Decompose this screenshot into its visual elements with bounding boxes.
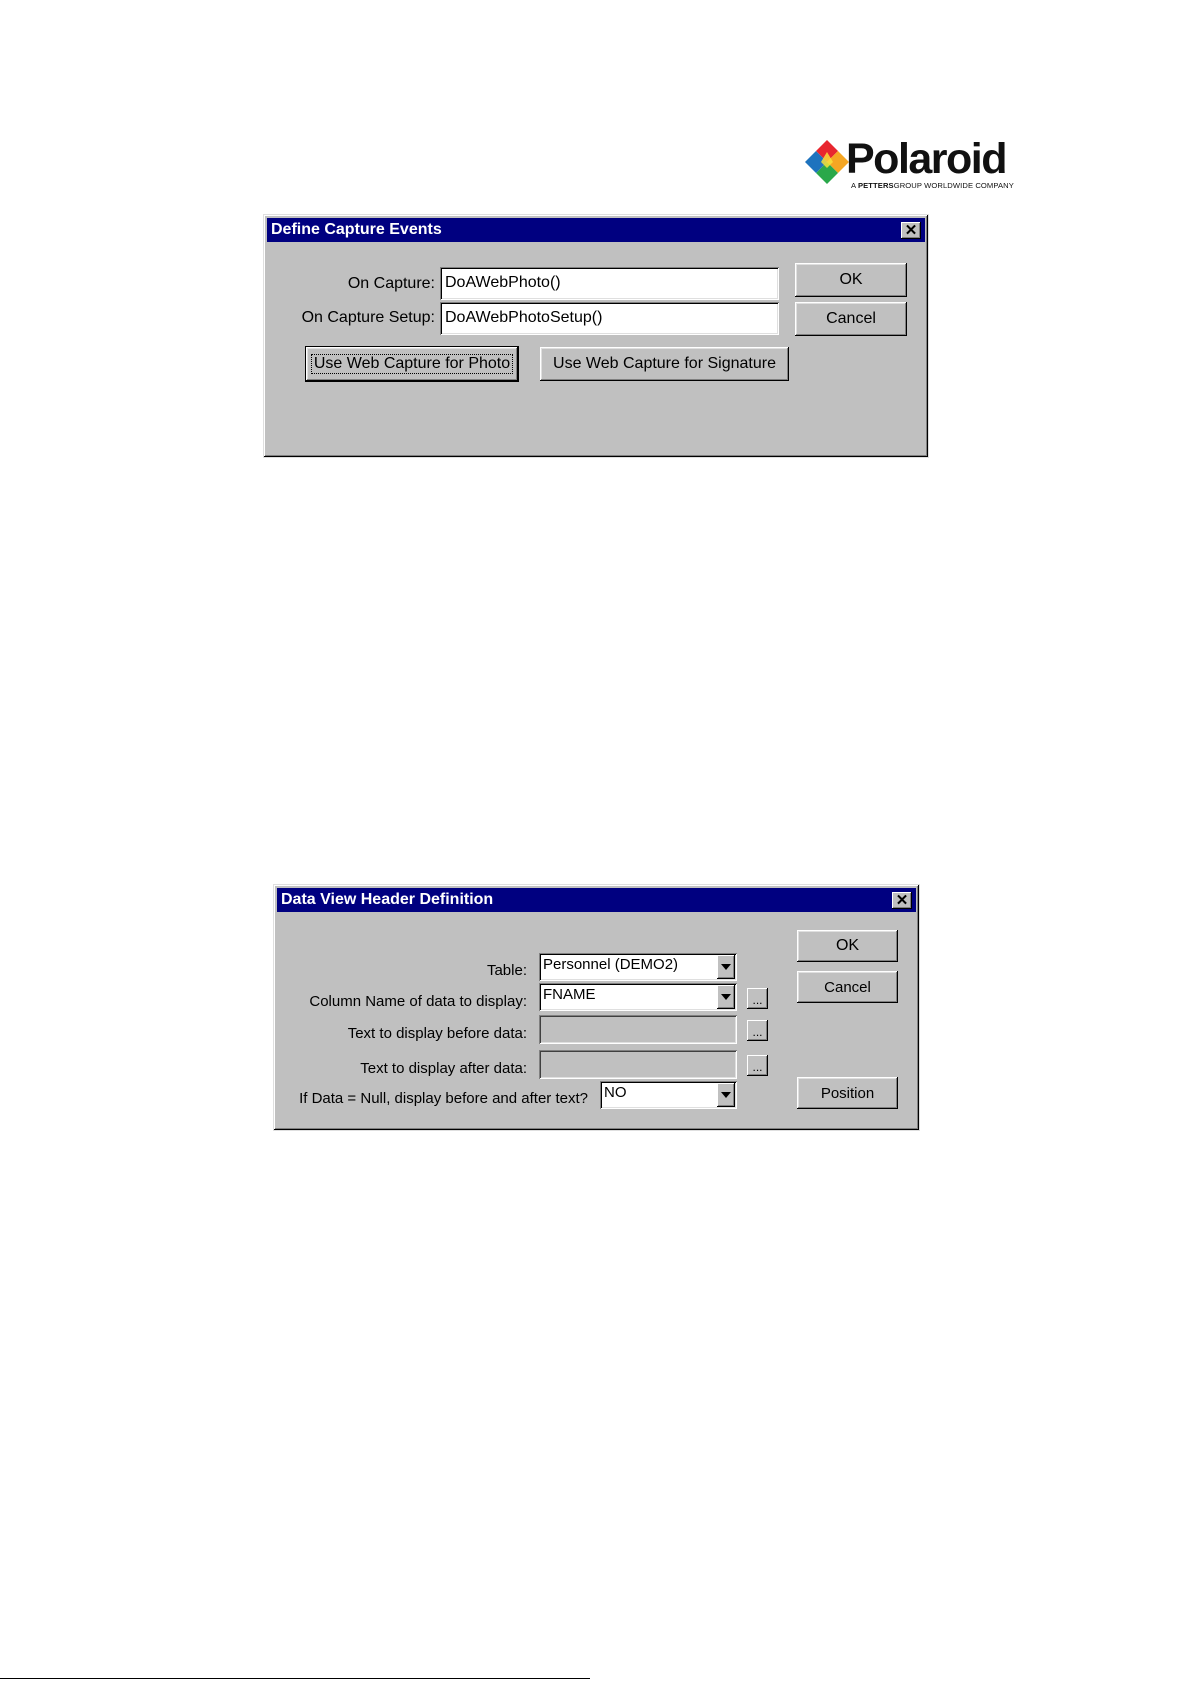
text-after-label: Text to display after data: xyxy=(360,1060,527,1077)
null-display-select[interactable] xyxy=(600,1081,737,1109)
polaroid-logo xyxy=(805,135,1020,196)
on-capture-input[interactable]: DoAWebPhoto() xyxy=(440,267,779,300)
logo-tagline: A PETTERSGROUP WORLDWIDE COMPANY xyxy=(851,181,1014,190)
close-button[interactable] xyxy=(901,222,921,239)
close-button[interactable] xyxy=(892,892,912,909)
ok-button[interactable]: OK xyxy=(795,263,907,297)
dialog-title: Data View Header Definition xyxy=(281,891,494,908)
on-capture-setup-label: On Capture Setup: xyxy=(301,309,435,326)
column-name-browse-button[interactable]: ... xyxy=(747,988,768,1009)
text-before-browse-button[interactable]: ... xyxy=(747,1020,768,1041)
ok-button[interactable]: OK xyxy=(797,930,898,962)
use-web-capture-signature-button[interactable]: Use Web Capture for Signature xyxy=(540,347,789,381)
close-icon: ✕ xyxy=(895,892,909,909)
dropdown-arrow-button[interactable] xyxy=(717,955,735,979)
cancel-button[interactable]: Cancel xyxy=(795,302,907,336)
dialog-titlebar[interactable] xyxy=(267,218,925,242)
close-icon: ✕ xyxy=(904,222,918,239)
text-after-input[interactable] xyxy=(539,1050,737,1079)
on-capture-label: On Capture: xyxy=(347,275,435,292)
null-display-select-value: NO xyxy=(604,1084,627,1101)
polaroid-diamond-icon xyxy=(805,140,849,184)
dialog-title: Define Capture Events xyxy=(271,221,442,238)
on-capture-setup-input[interactable]: DoAWebPhotoSetup() xyxy=(440,302,779,335)
table-select-value: Personnel (DEMO2) xyxy=(543,956,679,973)
define-capture-events-dialog xyxy=(263,214,929,458)
data-view-header-definition-dialog xyxy=(273,884,920,1131)
text-before-input[interactable] xyxy=(539,1015,737,1044)
dropdown-arrow-button[interactable] xyxy=(717,985,735,1009)
chevron-down-icon xyxy=(721,964,731,970)
table-select[interactable] xyxy=(539,953,737,981)
cancel-button[interactable]: Cancel xyxy=(797,971,898,1003)
table-label: Table: xyxy=(486,962,527,979)
dropdown-arrow-button[interactable] xyxy=(717,1083,735,1107)
text-before-label: Text to display before data: xyxy=(347,1025,527,1042)
text-after-browse-button[interactable]: ... xyxy=(747,1055,768,1076)
null-display-label: If Data = Null, display before and after text? xyxy=(299,1090,588,1107)
logo-wordmark: Polaroid xyxy=(846,135,1007,183)
chevron-down-icon xyxy=(721,1092,731,1098)
column-name-label: Column Name of data to display: xyxy=(309,993,527,1010)
chevron-down-icon xyxy=(721,994,731,1000)
use-web-capture-photo-label: Use Web Capture for Photo xyxy=(311,354,513,374)
column-name-select[interactable] xyxy=(539,983,737,1011)
position-button[interactable]: Position xyxy=(797,1077,898,1109)
use-web-capture-photo-button[interactable] xyxy=(306,347,518,381)
column-name-select-value: FNAME xyxy=(543,986,596,1003)
footer-divider xyxy=(0,1678,590,1679)
dialog-titlebar[interactable] xyxy=(277,888,916,912)
